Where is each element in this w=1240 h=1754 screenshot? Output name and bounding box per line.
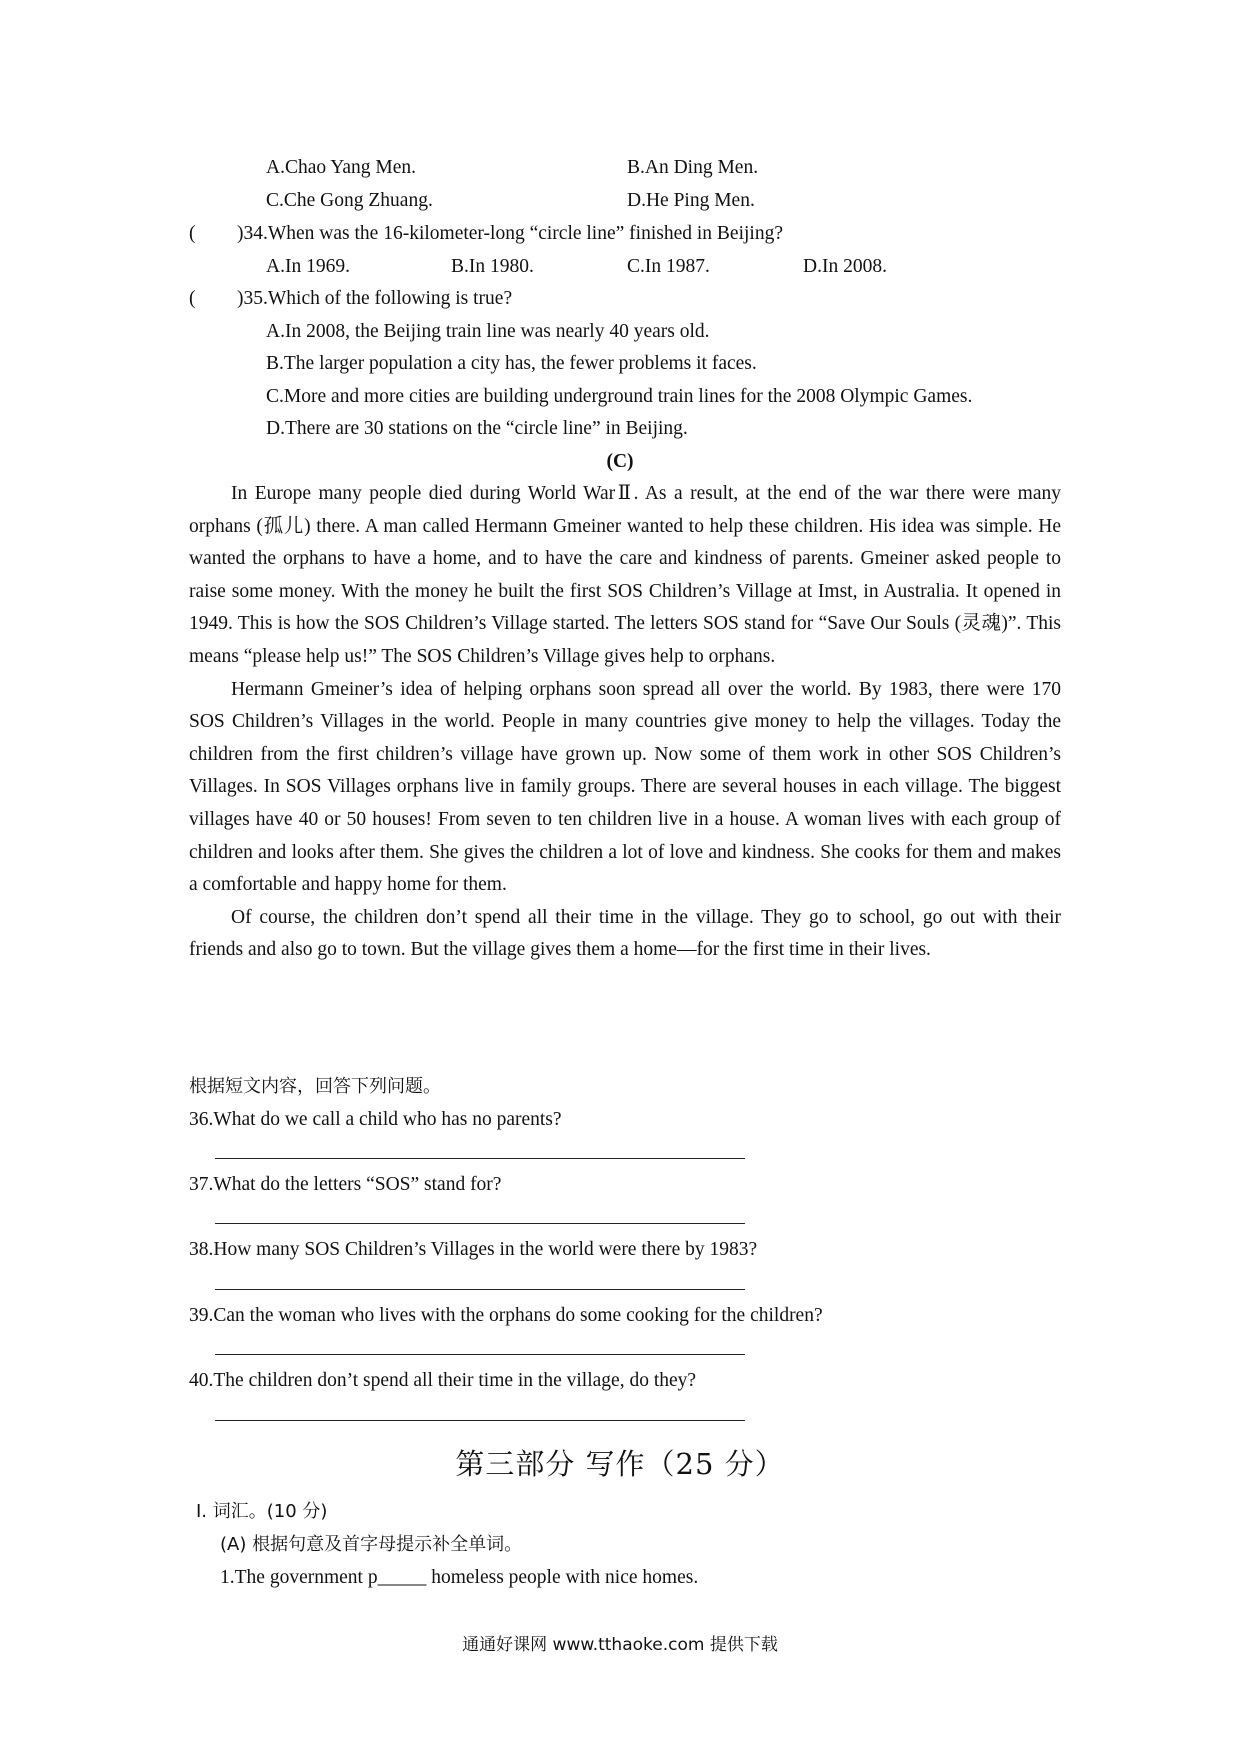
q34-option-d: D.In 2008. [803, 256, 887, 277]
q34-option-b: B.In 1980. [451, 256, 534, 277]
q33-option-a: A.Chao Yang Men. [266, 157, 417, 178]
page-footer: 通通好课网 www.tthaoke.com 提供下载 [462, 1635, 778, 1655]
q34-option-c: C.In 1987. [627, 256, 710, 277]
question-38: 38.How many SOS Children’s Villages in the world were there by 1983? [189, 1239, 758, 1260]
q35-option-a: A.In 2008, the Beijing train line was nearly 40 years old. [266, 321, 710, 342]
answer-bracket: ( [189, 223, 196, 244]
answer-bracket: ( [189, 288, 196, 309]
question-40: 40.The children don’t spend all their time in the village, do they? [189, 1370, 697, 1391]
passage-body [189, 478, 1061, 967]
question-34 [189, 217, 783, 250]
passage-paragraph-2: Hermann Gmeiner’s idea of helping orphans soon spread all over the world. By 1983, there were 170 SOS Children’s Villages in the world. People in many countries give money to help the villages. Today the children from the first children’s village have grown up. Now some of them work in other SOS Children’s Villages. In SOS Villages orphans live in family groups. There are several houses in each village. The biggest villages have 40 or 50 houses! From seven to ten children live in a house. A woman lives with each group of children and looks after them. She gives the children a lot of love and kindness. She cooks for them and makes a comfortable and happy home for them. [189, 678, 1061, 896]
section-title: 第三部分 写作（25 分） [455, 1447, 785, 1481]
question-35-text: )35.Which of the following is true? [237, 288, 513, 309]
answer-line-40[interactable] [215, 1420, 745, 1421]
passage-heading: (C) [606, 451, 634, 472]
answer-line-36[interactable] [215, 1158, 745, 1159]
subsection-a-instruction: (A) 根据句意及首字母提示补全单词。 [220, 1534, 523, 1555]
passage-paragraph-1: In Europe many people died during World WarⅡ. As a result, at the end of the war there were many orphans (孤儿) there. A man called Hermann Gmeiner wanted to help these children. His idea was simple. He wanted the orphans to have a home, and to have the care and kindness of parents. Gmeiner asked people to raise some money. With the money he built the first SOS Children’s Village at Imst, in Australia. It opened in 1949. This is how the SOS Children’s Village started. The letters SOS stand for “Save Our Souls (灵魂)”. This means “please help us!” The SOS Children’s Village gives help to orphans. [189, 483, 1061, 667]
question-36: 36.What do we call a child who has no parents? [189, 1109, 562, 1130]
question-34-text: )34.When was the 16-kilometer-long “circle line” finished in Beijing? [237, 223, 783, 244]
question-37: 37.What do the letters “SOS” stand for? [189, 1174, 502, 1195]
answer-line-38[interactable] [215, 1289, 745, 1290]
section-1-heading: Ⅰ. 词汇。(10 分) [196, 1501, 328, 1522]
q33-option-d: D.He Ping Men. [627, 190, 755, 211]
q33-option-c: C.Che Gong Zhuang. [266, 190, 433, 211]
q34-option-a: A.In 1969. [266, 256, 350, 277]
passage-paragraph-3: Of course, the children don’t spend all their time in the village. They go to school, go out with their friends and also go to town. But the village gives them a home—for the first time in their lives. [189, 906, 1061, 961]
answer-instruction: 根据短文内容，回答下列问题。 [189, 1076, 441, 1097]
answer-line-37[interactable] [215, 1223, 745, 1224]
q35-option-c: C.More and more cities are building underground train lines for the 2008 Olympic Games. [266, 386, 973, 407]
q35-option-b: B.The larger population a city has, the fewer problems it faces. [266, 353, 757, 374]
answer-line-39[interactable] [215, 1354, 745, 1355]
question-39: 39.Can the woman who lives with the orphans do some cooking for the children? [189, 1305, 823, 1326]
vocab-item-1: 1.The government p_____ homeless people with nice homes. [220, 1567, 699, 1588]
q33-option-b: B.An Ding Men. [627, 157, 759, 178]
question-35 [189, 282, 512, 315]
q35-option-d: D.There are 30 stations on the “circle line” in Beijing. [266, 418, 688, 439]
